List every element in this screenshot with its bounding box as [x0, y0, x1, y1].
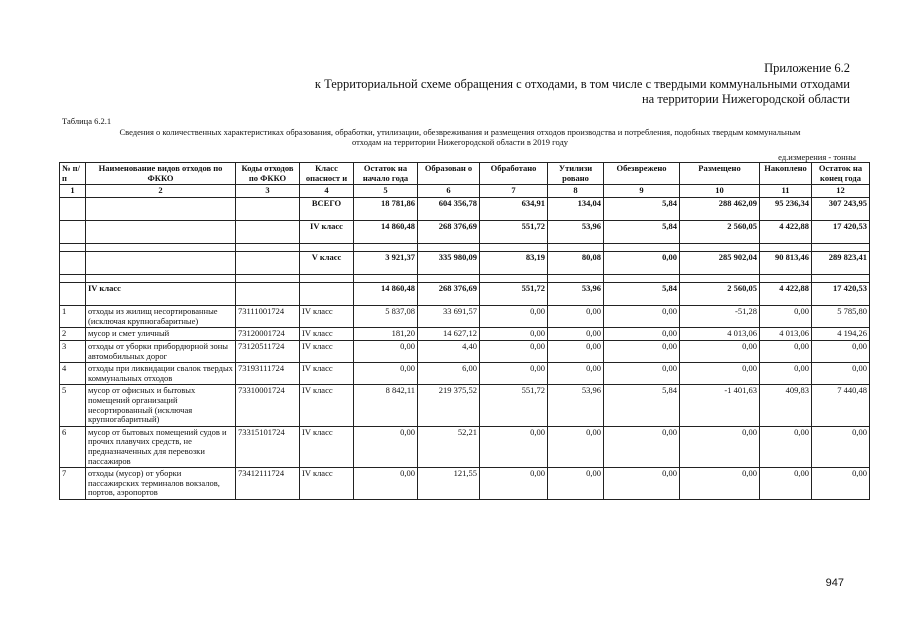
empty-cell — [60, 283, 86, 306]
value-cell: 0,00 — [812, 340, 870, 362]
waste-code: 73412111724 — [236, 468, 300, 500]
header-class: Класс опасност и — [300, 163, 354, 185]
header-row — [60, 163, 870, 185]
empty-cell — [60, 198, 86, 221]
spacer-row — [60, 244, 870, 252]
appendix-title: Приложение 6.2 — [764, 61, 850, 75]
empty-cell — [86, 221, 236, 244]
value-cell: 0,00 — [604, 426, 680, 467]
value-cell: 409,83 — [760, 385, 812, 426]
table-row — [60, 468, 870, 500]
empty-cell — [812, 275, 870, 283]
value-cell: 2 560,05 — [680, 283, 760, 306]
waste-name: мусор и смет уличный — [86, 328, 236, 341]
value-cell: 0,00 — [680, 363, 760, 385]
value-cell: 52,21 — [418, 426, 480, 467]
table-caption — [60, 127, 860, 147]
value-cell: 604 356,78 — [418, 198, 480, 221]
value-cell: 634,91 — [480, 198, 548, 221]
value-cell: 83,19 — [480, 252, 548, 275]
empty-cell — [354, 244, 418, 252]
table-row — [60, 385, 870, 426]
row-number: 3 — [60, 340, 86, 362]
empty-cell — [236, 283, 300, 306]
value-cell: 3 921,37 — [354, 252, 418, 275]
hazard-class: IV класс — [300, 426, 354, 467]
value-cell: 5 837,08 — [354, 306, 418, 328]
value-cell: 134,04 — [548, 198, 604, 221]
value-cell: 288 462,09 — [680, 198, 760, 221]
value-cell: 80,08 — [548, 252, 604, 275]
value-cell: 285 902,04 — [680, 252, 760, 275]
header-code: Коды отходов по ФККО — [236, 163, 300, 185]
appendix-subtitle-line2: на территории Нижегородской области — [641, 92, 850, 106]
table-id: Таблица 6.2.1 — [62, 116, 112, 126]
empty-cell — [236, 275, 300, 283]
column-number: 7 — [480, 185, 548, 198]
value-cell: 289 823,41 — [812, 252, 870, 275]
table-caption-line1: Сведения о количественных характеристиках образования, обработки, утилизации, обезвреживания и размещения отходов производства и потребления, подобных твердым коммунальным — [119, 127, 801, 137]
total-label: IV класс — [300, 221, 354, 244]
value-cell: 53,96 — [548, 385, 604, 426]
value-cell: 0,00 — [760, 306, 812, 328]
column-number: 9 — [604, 185, 680, 198]
header-placed: Размещено — [680, 163, 760, 185]
value-cell: 0,00 — [548, 426, 604, 467]
waste-name: мусор от офисных и бытовых помещений организаций несортированный (исключая крупногабаритный) — [86, 385, 236, 426]
column-number: 12 — [812, 185, 870, 198]
header-number: № п/ п — [60, 163, 86, 185]
value-cell: 335 980,09 — [418, 252, 480, 275]
waste-name: мусор от бытовых помещений судов и прочих плавучих средств, не предназначенных для перевозки пассажиров — [86, 426, 236, 467]
value-cell: 121,55 — [418, 468, 480, 500]
empty-cell — [86, 252, 236, 275]
empty-cell — [300, 244, 354, 252]
empty-cell — [60, 275, 86, 283]
empty-cell — [548, 244, 604, 252]
empty-cell — [354, 275, 418, 283]
class-subtotal-label: IV класс — [86, 283, 236, 306]
row-number: 5 — [60, 385, 86, 426]
header-utilized: Утилизи ровано — [548, 163, 604, 185]
row-number: 7 — [60, 468, 86, 500]
waste-name: отходы (мусор) от уборки пассажирских терминалов вокзалов, портов, аэропортов — [86, 468, 236, 500]
value-cell: 0,00 — [812, 468, 870, 500]
header-name: Наименование видов отходов по ФККО — [86, 163, 236, 185]
value-cell: 53,96 — [548, 221, 604, 244]
header-neutralized: Обезврежено — [604, 163, 680, 185]
value-cell: 0,00 — [760, 363, 812, 385]
value-cell: 0,00 — [354, 426, 418, 467]
value-cell: 0,00 — [480, 468, 548, 500]
row-number: 4 — [60, 363, 86, 385]
value-cell: 551,72 — [480, 385, 548, 426]
empty-cell — [418, 244, 480, 252]
value-cell: 0,00 — [480, 306, 548, 328]
column-number: 10 — [680, 185, 760, 198]
value-cell: 0,00 — [480, 340, 548, 362]
value-cell: 0,00 — [548, 340, 604, 362]
total-row — [60, 221, 870, 244]
value-cell: 2 560,05 — [680, 221, 760, 244]
hazard-class: IV класс — [300, 328, 354, 341]
value-cell: 90 813,46 — [760, 252, 812, 275]
empty-cell — [760, 275, 812, 283]
header-formed: Образован о — [418, 163, 480, 185]
hazard-class: IV класс — [300, 468, 354, 500]
waste-name: отходы от уборки прибордюрной зоны автомобильных дорог — [86, 340, 236, 362]
value-cell: 0,00 — [354, 363, 418, 385]
total-row — [60, 198, 870, 221]
value-cell: 4 422,88 — [760, 221, 812, 244]
units-note: ед.измерения - тонны — [778, 152, 856, 162]
value-cell: 53,96 — [548, 283, 604, 306]
value-cell: 0,00 — [604, 363, 680, 385]
empty-cell — [548, 275, 604, 283]
value-cell: 5,84 — [604, 385, 680, 426]
value-cell: 0,00 — [680, 468, 760, 500]
empty-cell — [300, 283, 354, 306]
value-cell: 0,00 — [354, 340, 418, 362]
value-cell: 18 781,86 — [354, 198, 418, 221]
waste-code: 73120001724 — [236, 328, 300, 341]
value-cell: 17 420,53 — [812, 283, 870, 306]
value-cell: 0,00 — [480, 328, 548, 341]
row-number: 1 — [60, 306, 86, 328]
table-caption-line2: отходам на территории Нижегородской области в 2019 году — [351, 137, 569, 147]
empty-cell — [604, 275, 680, 283]
value-cell: 0,00 — [760, 468, 812, 500]
empty-cell — [418, 275, 480, 283]
empty-cell — [236, 244, 300, 252]
value-cell: 181,20 — [354, 328, 418, 341]
value-cell: 33 691,57 — [418, 306, 480, 328]
empty-cell — [236, 221, 300, 244]
waste-code: 73310001724 — [236, 385, 300, 426]
value-cell: 0,00 — [680, 426, 760, 467]
empty-cell — [60, 221, 86, 244]
value-cell: 4 194,26 — [812, 328, 870, 341]
value-cell: 0,00 — [604, 328, 680, 341]
value-cell: 551,72 — [480, 283, 548, 306]
column-number: 8 — [548, 185, 604, 198]
column-number: 2 — [86, 185, 236, 198]
table-row — [60, 363, 870, 385]
column-number-row — [60, 185, 870, 198]
hazard-class: IV класс — [300, 306, 354, 328]
column-number: 3 — [236, 185, 300, 198]
value-cell: 0,00 — [480, 363, 548, 385]
value-cell: 0,00 — [604, 468, 680, 500]
value-cell: 0,00 — [812, 426, 870, 467]
value-cell: 0,00 — [548, 306, 604, 328]
spacer-row — [60, 275, 870, 283]
value-cell: 17 420,53 — [812, 221, 870, 244]
table-row — [60, 306, 870, 328]
hazard-class: IV класс — [300, 340, 354, 362]
empty-cell — [680, 275, 760, 283]
value-cell: -51,28 — [680, 306, 760, 328]
value-cell: -1 401,63 — [680, 385, 760, 426]
row-number: 6 — [60, 426, 86, 467]
value-cell: 14 860,48 — [354, 221, 418, 244]
header-processed: Обработано — [480, 163, 548, 185]
empty-cell — [604, 244, 680, 252]
value-cell: 4 013,06 — [680, 328, 760, 341]
value-cell: 268 376,69 — [418, 283, 480, 306]
waste-code: 73193111724 — [236, 363, 300, 385]
total-row — [60, 252, 870, 275]
empty-cell — [236, 252, 300, 275]
column-number: 1 — [60, 185, 86, 198]
appendix-subtitle-line1: к Территориальной схеме обращения с отходами, в том числе с твердыми коммунальными отходами — [314, 76, 850, 91]
value-cell: 0,00 — [548, 328, 604, 341]
waste-table — [59, 162, 870, 500]
value-cell: 307 243,95 — [812, 198, 870, 221]
value-cell: 6,00 — [418, 363, 480, 385]
empty-cell — [680, 244, 760, 252]
empty-cell — [86, 275, 236, 283]
value-cell: 14 627,12 — [418, 328, 480, 341]
row-number: 2 — [60, 328, 86, 341]
empty-cell — [812, 244, 870, 252]
value-cell: 4 422,88 — [760, 283, 812, 306]
value-cell: 0,00 — [480, 426, 548, 467]
value-cell: 0,00 — [604, 340, 680, 362]
value-cell: 4,40 — [418, 340, 480, 362]
hazard-class: IV класс — [300, 363, 354, 385]
empty-cell — [86, 198, 236, 221]
empty-cell — [300, 275, 354, 283]
empty-cell — [480, 244, 548, 252]
page-number: 947 — [825, 577, 844, 589]
value-cell: 551,72 — [480, 221, 548, 244]
value-cell: 14 860,48 — [354, 283, 418, 306]
value-cell: 95 236,34 — [760, 198, 812, 221]
value-cell: 5,84 — [604, 283, 680, 306]
column-number: 4 — [300, 185, 354, 198]
appendix-heading — [315, 61, 850, 108]
value-cell: 0,00 — [680, 340, 760, 362]
value-cell: 268 376,69 — [418, 221, 480, 244]
empty-cell — [60, 244, 86, 252]
value-cell: 5,84 — [604, 221, 680, 244]
value-cell: 0,00 — [548, 363, 604, 385]
value-cell: 0,00 — [604, 306, 680, 328]
table-row — [60, 328, 870, 341]
empty-cell — [236, 198, 300, 221]
value-cell: 5,84 — [604, 198, 680, 221]
empty-cell — [480, 275, 548, 283]
value-cell: 0,00 — [354, 468, 418, 500]
value-cell: 0,00 — [760, 340, 812, 362]
waste-name: отходы при ликвидации свалок твердых коммунальных отходов — [86, 363, 236, 385]
column-number: 5 — [354, 185, 418, 198]
class-subtotal-row — [60, 283, 870, 306]
table-row — [60, 340, 870, 362]
value-cell: 0,00 — [760, 426, 812, 467]
value-cell: 0,00 — [548, 468, 604, 500]
column-number: 11 — [760, 185, 812, 198]
empty-cell — [760, 244, 812, 252]
value-cell: 8 842,11 — [354, 385, 418, 426]
waste-code: 73111001724 — [236, 306, 300, 328]
value-cell: 4 013,06 — [760, 328, 812, 341]
total-label: V класс — [300, 252, 354, 275]
waste-name: отходы из жилищ несортированные (исключая крупногабаритные) — [86, 306, 236, 328]
waste-code: 73120511724 — [236, 340, 300, 362]
header-start-balance: Остаток на начало года — [354, 163, 418, 185]
hazard-class: IV класс — [300, 385, 354, 426]
value-cell: 0,00 — [812, 363, 870, 385]
empty-cell — [60, 252, 86, 275]
header-end-balance: Остаток на конец года — [812, 163, 870, 185]
value-cell: 219 375,52 — [418, 385, 480, 426]
value-cell: 7 440,48 — [812, 385, 870, 426]
column-number: 6 — [418, 185, 480, 198]
table-row — [60, 426, 870, 467]
total-label: ВСЕГО — [300, 198, 354, 221]
header-accumulated: Накоплено — [760, 163, 812, 185]
empty-cell — [86, 244, 236, 252]
value-cell: 5 785,80 — [812, 306, 870, 328]
waste-code: 73315101724 — [236, 426, 300, 467]
value-cell: 0,00 — [604, 252, 680, 275]
